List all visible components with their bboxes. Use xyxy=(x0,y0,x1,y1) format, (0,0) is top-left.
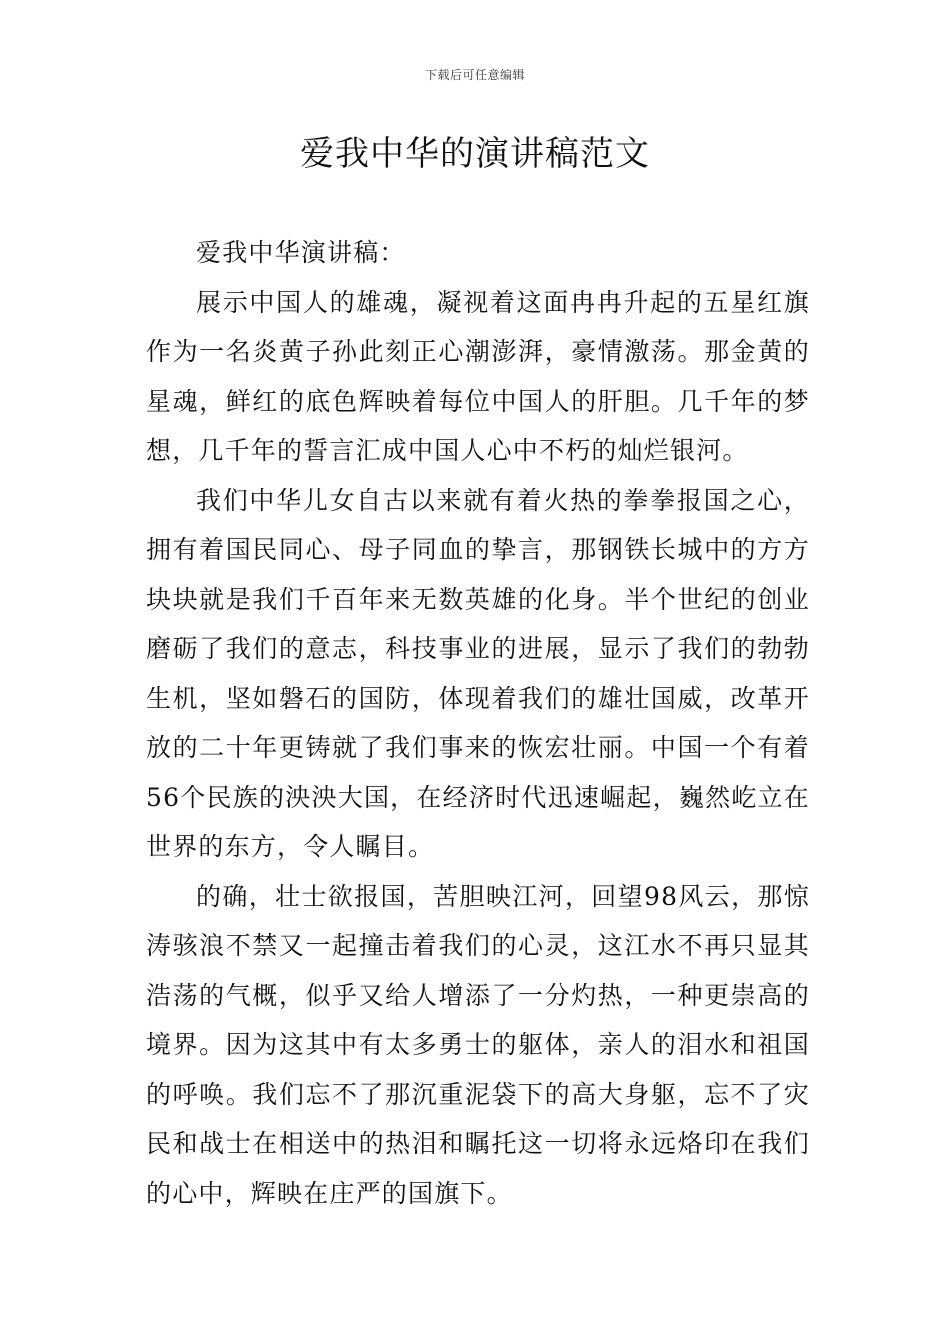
paragraph-salutation: 爱我中华演讲稿： xyxy=(196,238,406,267)
document-body xyxy=(146,228,810,1218)
paragraph: 展示中国人的雄魂，凝视着这面冉冉升起的五星红旗作为一名炎黄子孙此刻正心潮澎湃，豪情激荡。那金黄的星魂，鲜红的底色辉映着每位中国人的肝胆。几千年的梦想，几千年的誓言汇成中国人心中不朽的灿烂银河。 xyxy=(146,287,810,465)
paragraph: 我们中华儿女自古以来就有着火热的拳拳报国之心，拥有着国民同心、母子同血的挚言，那钢铁长城中的方方块块就是我们千百年来无数英雄的化身。半个世纪的创业磨砺了我们的意志，科技事业的进展，显示了我们的勃勃生机，坚如磐石的国防，体现着我们的雄壮国威，改革开放的二十年更铸就了我们事来的恢宏壮丽。中国一个有着56个民族的泱泱大国，在经济时代迅速崛起，巍然屹立在世界的东方，令人瞩目。 xyxy=(146,485,810,861)
document-title: 爱我中华的演讲稿范文 xyxy=(300,134,650,174)
header-note: 下载后可任意编辑 xyxy=(424,68,525,82)
paragraph: 的确，壮士欲报国，苦胆映江河，回望98风云，那惊涛骇浪不禁又一起撞击着我们的心灵，这江水不再只显其浩荡的气概，似乎又给人增添了一分灼热，一种更崇高的境界。因为这其中有太多勇士的躯体，亲人的泪水和祖国的呼唤。我们忘不了那沉重泥袋下的高大身躯，忘不了灾民和战士在相送中的热泪和瞩托这一切将永远烙印在我们的心中，辉映在庄严的国旗下。 xyxy=(146,881,810,1208)
